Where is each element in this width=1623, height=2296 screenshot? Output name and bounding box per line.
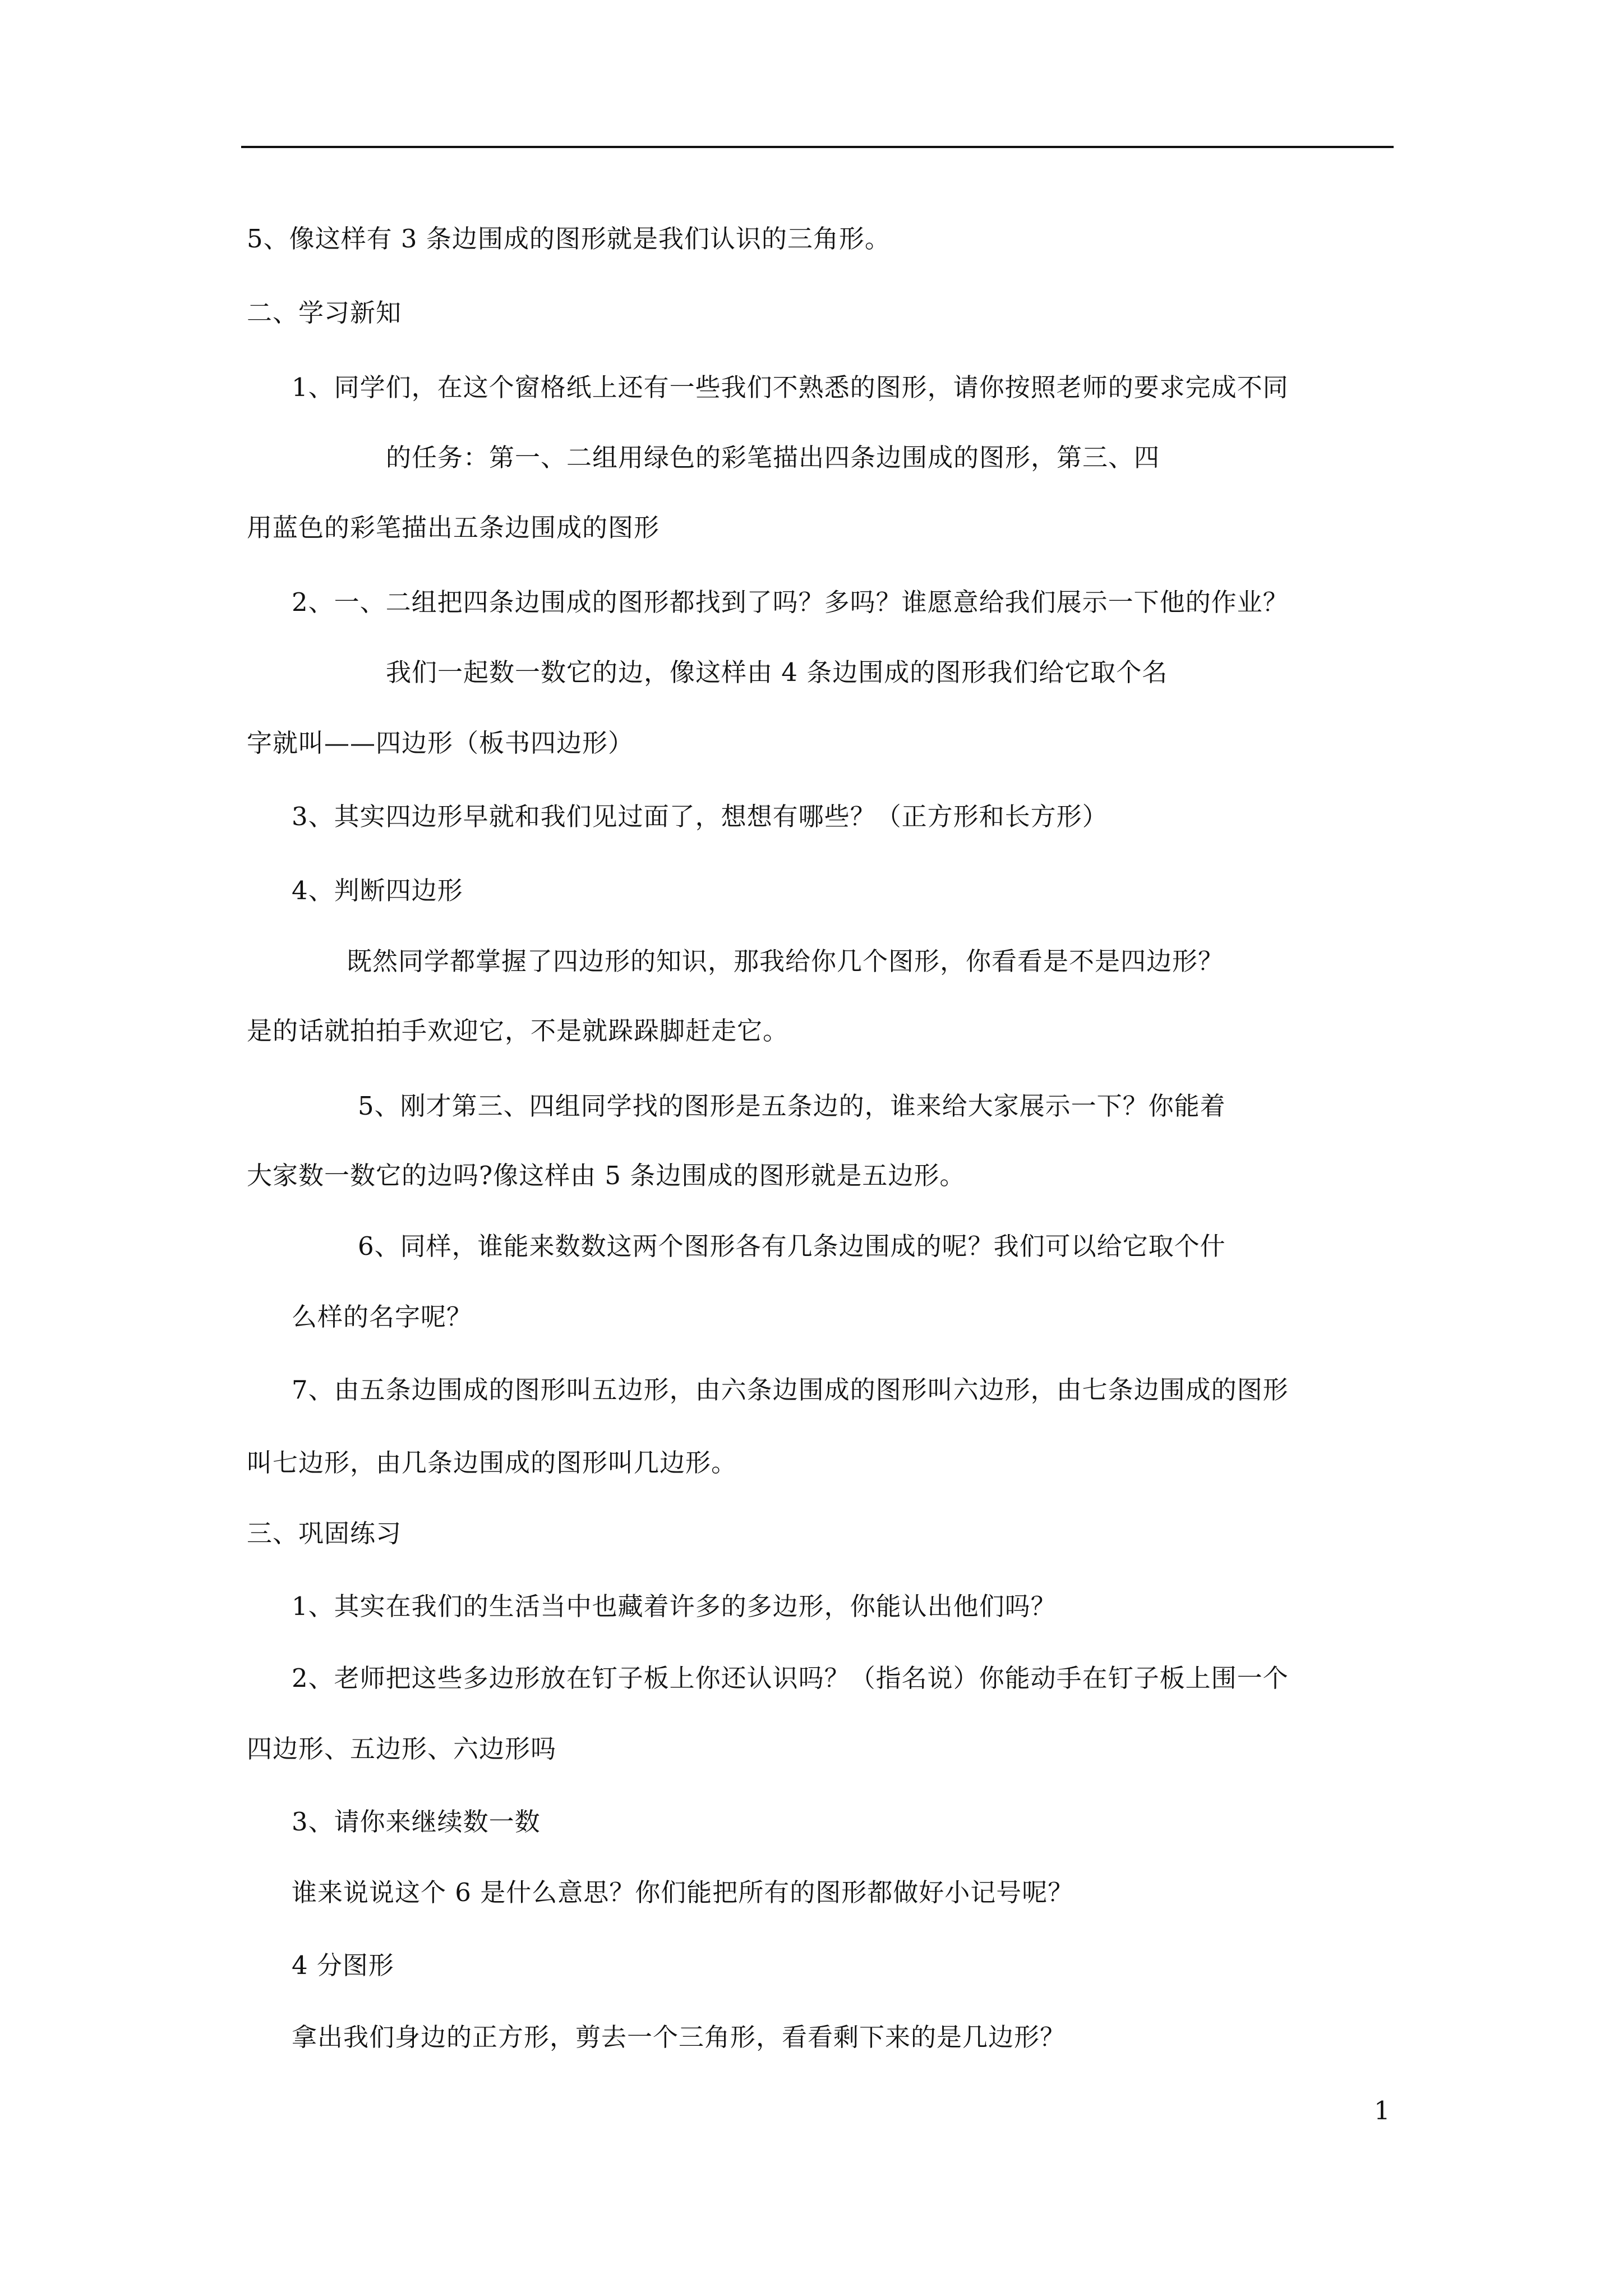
section-heading: 三、巩固练习 — [247, 1519, 402, 1548]
text-line: 四边形、五边形、六边形吗 — [247, 1734, 557, 1764]
text-line: 5、刚才第三、四组同学找的图形是五条边的，谁来给大家展示一下？你能着 — [358, 1091, 1226, 1121]
text-line: 2、老师把这些多边形放在钉子板上你还认识吗？（指名说）你能动手在钉子板上围一个 — [292, 1663, 1289, 1693]
text-line: 字就叫——四边形（板书四边形） — [247, 728, 634, 758]
page-number: 1 — [1374, 2096, 1390, 2125]
text-line: 既然同学都掌握了四边形的知识，那我给你几个图形，你看看是不是四边形？ — [347, 946, 1224, 976]
header-rule — [241, 146, 1394, 148]
text-line: 4 分图形 — [292, 1950, 394, 1980]
text-line: 4、判断四边形 — [292, 876, 463, 905]
text-line: 么样的名字呢？ — [292, 1302, 473, 1332]
text-line: 6、同样，谁能来数数这两个图形各有几条边围成的呢？我们可以给它取个什 — [358, 1231, 1226, 1261]
text-line: 拿出我们身边的正方形，剪去一个三角形，看看剩下来的是几边形？ — [292, 2022, 1066, 2052]
text-line: 我们一起数一数它的边，像这样由 4 条边围成的图形我们给它取个名 — [386, 657, 1168, 687]
text-line: 3、请你来继续数一数 — [292, 1807, 541, 1837]
text-line: 叫七边形，由几条边围成的图形叫几边形。 — [247, 1448, 737, 1478]
text-line: 的任务：第一、二组用绿色的彩笔描出四条边围成的图形，第三、四 — [386, 443, 1160, 472]
text-line: 2、一、二组把四条边围成的图形都找到了吗？多吗？谁愿意给我们展示一下他的作业？ — [292, 587, 1289, 617]
text-line: 用蓝色的彩笔描出五条边围成的图形 — [247, 513, 660, 542]
text-line: 1、同学们，在这个窗格纸上还有一些我们不熟悉的图形，请你按照老师的要求完成不同 — [292, 372, 1289, 402]
text-line: 是的话就拍拍手欢迎它，不是就跺跺脚赶走它。 — [247, 1016, 789, 1046]
section-heading: 二、学习新知 — [247, 298, 402, 328]
text-line: 1、其实在我们的生活当中也藏着许多的多边形，你能认出他们吗？ — [292, 1591, 1057, 1621]
text-line: 7、由五条边围成的图形叫五边形，由六条边围成的图形叫六边形，由七条边围成的图形 — [292, 1375, 1289, 1405]
text-line: 大家数一数它的边吗?像这样由 5 条边围成的图形就是五边形。 — [247, 1161, 966, 1190]
text-line: 谁来说说这个 6 是什么意思？你们能把所有的图形都做好小记号呢？ — [292, 1878, 1074, 1907]
text-line: 3、其实四边形早就和我们见过面了，想想有哪些？（正方形和长方形） — [292, 802, 1108, 831]
text-line: 5、像这样有 3 条边围成的图形就是我们认识的三角形。 — [247, 224, 891, 254]
